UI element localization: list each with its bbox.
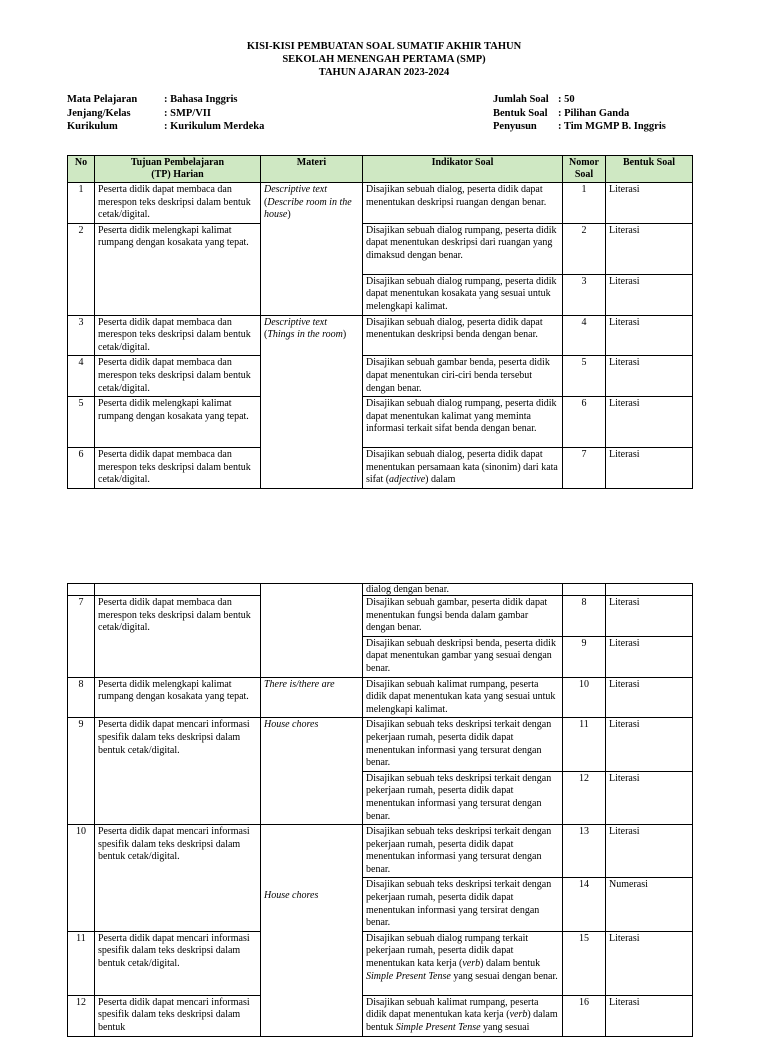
indikator-text: Disajikan sebuah dialog, peserta didik dapat menentukan persamaan kata (sinonim) dari kata sifat (: [366, 449, 558, 486]
indikator-text: ) dalam bentuk: [480, 958, 541, 970]
cell-no: 4: [68, 356, 95, 397]
header-indikator-soal: Indikator Soal: [363, 156, 563, 183]
cell-no: 9: [68, 718, 95, 825]
cell-nomor-soal: 16: [563, 995, 606, 1036]
cell-tp: Peserta didik dapat mencari informasi spesifik dalam teks deskripsi dalam bentuk: [95, 995, 261, 1036]
cell-indikator: Disajikan sebuah deskripsi benda, peserta didik dapat menentukan gambar yang sesuai dengan benar.: [363, 636, 563, 677]
cell-nomor-soal: 3: [563, 274, 606, 315]
cell-materi: [261, 825, 363, 1037]
cell-no: 10: [68, 825, 95, 932]
cell-nomor-soal: 1: [563, 183, 606, 224]
cell-tp: Peserta didik dapat membaca dan merespon teks deskripsi dalam bentuk cetak/digital.: [95, 183, 261, 224]
table-row: [68, 718, 693, 771]
table-row: [68, 448, 693, 489]
cell-bentuk: Literasi: [606, 448, 693, 489]
header-nomor-line-1: Nomor: [569, 157, 599, 168]
materi-paren: ): [287, 209, 291, 221]
table-row: [68, 825, 693, 878]
materi-paren: ): [342, 329, 347, 341]
table-row: [68, 356, 693, 397]
cell-nomor-soal: 11: [563, 718, 606, 771]
cell-indikator: [363, 931, 563, 995]
cell-indikator: Disajikan sebuah teks deskripsi terkait dengan pekerjaan rumah, peserta didik dapat menentukan informasi yang tersurat dengan benar.: [363, 718, 563, 771]
indikator-term: adjective: [389, 474, 426, 486]
cell-no: 8: [68, 677, 95, 718]
meta-label: Kurikulum: [67, 121, 118, 132]
cell-materi: [261, 584, 363, 678]
meta-right: [493, 93, 666, 134]
header-tujuan-pembelajaran: [95, 156, 261, 183]
indikator-text: yang sesuai: [480, 1022, 530, 1034]
meta-label: Jenjang/Kelas: [67, 107, 131, 119]
materi-text: House chores: [264, 890, 319, 902]
kisi-kisi-table-page-2: [67, 583, 693, 1037]
cell-materi: [261, 718, 363, 825]
kisi-kisi-table-page-1: [67, 155, 693, 489]
cell-indikator: [363, 995, 563, 1036]
indikator-text: Disajikan sebuah dialog rumpang terkait pekerjaan rumah, peserta didik dapat menentukan kata kerja (: [366, 932, 529, 970]
cell-indikator: Disajikan sebuah teks deskripsi terkait dengan pekerjaan rumah, peserta didik dapat menentukan informasi yang tersirat dengan benar.: [363, 878, 563, 931]
cell-indikator: Disajikan sebuah gambar benda, peserta didik dapat menentukan ciri-ciri benda tersebut dengan benar.: [363, 356, 563, 397]
cell-materi: [261, 677, 363, 718]
document-title: [0, 40, 768, 79]
materi-topic: Describe room in the house: [264, 196, 352, 221]
cell-no: 1: [68, 183, 95, 224]
cell-nomor-soal: [563, 584, 606, 596]
cell-materi: [261, 315, 363, 488]
meta-row-jenjang: [67, 107, 264, 121]
header-nomor-soal: [563, 156, 606, 183]
table-row: [68, 995, 693, 1036]
cell-indikator: dialog dengan benar.: [363, 584, 563, 596]
cell-tp: Peserta didik dapat membaca dan merespon teks deskripsi dalam bentuk cetak/digital.: [95, 315, 261, 356]
cell-indikator: Disajikan sebuah teks deskripsi terkait dengan pekerjaan rumah, peserta didik dapat menentukan informasi yang tersurat dengan benar.: [363, 771, 563, 824]
cell-bentuk: Literasi: [606, 677, 693, 718]
cell-bentuk: Literasi: [606, 931, 693, 995]
materi-topic: Things in the room: [267, 329, 343, 341]
cell-nomor-soal: 2: [563, 223, 606, 274]
header-tp-line-2: (TP) Harian: [151, 169, 204, 180]
cell-no: [68, 584, 95, 596]
cell-indikator: Disajikan sebuah kalimat rumpang, peserta didik dapat menentukan kata yang sesuai untuk melengkapi kalimat.: [363, 677, 563, 718]
indikator-term: Simple Present Tense: [395, 1022, 481, 1034]
meta-value: : Pilihan Ganda: [558, 107, 630, 119]
meta-row-kurikulum: [67, 120, 264, 134]
cell-no: 3: [68, 315, 95, 356]
meta-value: : SMP/VII: [164, 107, 211, 119]
title-line-1: KISI-KISI PEMBUATAN SOAL SUMATIF AKHIR TAHUN: [246, 41, 522, 52]
cell-tp: Peserta didik melengkapi kalimat rumpang dengan kosakata yang tepat.: [95, 677, 261, 718]
meta-row-mapel: [67, 93, 264, 107]
cell-indikator: Disajikan sebuah dialog, peserta didik dapat menentukan deskripsi ruangan dengan benar.: [363, 183, 563, 224]
indikator-text: ) dalam: [425, 474, 456, 486]
cell-tp: Peserta didik dapat mencari informasi spesifik dalam teks deskripsi dalam bentuk cetak/digital.: [95, 825, 261, 932]
table-row: [68, 223, 693, 274]
cell-bentuk: Literasi: [606, 397, 693, 448]
cell-bentuk: Literasi: [606, 596, 693, 637]
cell-no: 7: [68, 596, 95, 678]
meta-row-bentuk: [493, 107, 666, 121]
indikator-text: yang sesuai dengan benar.: [450, 970, 558, 982]
cell-nomor-soal: 14: [563, 878, 606, 931]
cell-indikator: Disajikan sebuah dialog, peserta didik dapat menentukan deskripsi benda dengan benar.: [363, 315, 563, 356]
cell-bentuk: Literasi: [606, 274, 693, 315]
meta-label: Jumlah Soal: [493, 94, 549, 105]
cell-bentuk: [606, 584, 693, 596]
title-line-3: TAHUN AJARAN 2023-2024: [318, 67, 450, 78]
cell-tp: Peserta didik dapat mencari informasi spesifik dalam teks deskripsi dalam bentuk cetak/digital.: [95, 718, 261, 825]
cell-no: 6: [68, 448, 95, 489]
meta-row-penyusun: [493, 120, 666, 134]
materi-text: House chores: [264, 719, 319, 731]
cell-bentuk: Literasi: [606, 771, 693, 824]
cell-bentuk: Literasi: [606, 636, 693, 677]
cell-tp: Peserta didik dapat membaca dan merespon teks deskripsi dalam bentuk cetak/digital.: [95, 596, 261, 678]
cell-indikator: Disajikan sebuah dialog rumpang, peserta didik dapat menentukan kosakata yang sesuai untuk melengkapi kalimat.: [363, 274, 563, 315]
meta-label: Mata Pelajaran: [67, 94, 138, 105]
header-nomor-line-2: Soal: [574, 169, 594, 180]
header-materi: Materi: [261, 156, 363, 183]
cell-indikator: Disajikan sebuah gambar, peserta didik dapat menentukan fungsi benda dalam gambar dengan benar.: [363, 596, 563, 637]
cell-tp: Peserta didik dapat mencari informasi spesifik dalam teks deskripsi dalam bentuk cetak/digital.: [95, 931, 261, 995]
table-row-continuation: [68, 584, 693, 596]
cell-no: 5: [68, 397, 95, 448]
materi-text: Descriptive text: [264, 316, 328, 328]
cell-indikator: Disajikan sebuah dialog rumpang, peserta didik dapat menentukan kalimat yang meminta informasi terkait sifat benda dengan benar.: [363, 397, 563, 448]
meta-value: : Bahasa Inggris: [164, 94, 238, 105]
cell-bentuk: Literasi: [606, 223, 693, 274]
materi-text: Descriptive text: [264, 184, 328, 195]
materi-paren: (: [264, 196, 268, 208]
cell-nomor-soal: 13: [563, 825, 606, 878]
indikator-term: Simple Present Tense: [366, 970, 451, 982]
meta-row-jumlah: [493, 93, 666, 107]
cell-nomor-soal: 6: [563, 397, 606, 448]
cell-nomor-soal: 15: [563, 931, 606, 995]
indikator-text: Disajikan sebuah kalimat rumpang, peserta didik dapat menentukan kata kerja (: [366, 996, 539, 1021]
header-tp-line-1: Tujuan Pembelajaran: [130, 157, 225, 168]
meta-value: : Kurikulum Merdeka: [164, 121, 265, 132]
cell-tp: [95, 584, 261, 596]
table-row: [68, 596, 693, 637]
cell-indikator: Disajikan sebuah teks deskripsi terkait dengan pekerjaan rumah, peserta didik dapat menentukan informasi yang tersurat dengan benar.: [363, 825, 563, 878]
cell-bentuk: Literasi: [606, 315, 693, 356]
cell-tp: Peserta didik melengkapi kalimat rumpang dengan kosakata yang tepat.: [95, 223, 261, 315]
indikator-term: verb: [462, 958, 481, 970]
cell-bentuk: Literasi: [606, 183, 693, 224]
cell-no: 12: [68, 995, 95, 1036]
table-row: [68, 397, 693, 448]
table-row: [68, 677, 693, 718]
materi-text: There is/there are: [264, 678, 335, 690]
cell-no: 2: [68, 223, 95, 315]
cell-bentuk: Numerasi: [606, 878, 693, 931]
cell-bentuk: Literasi: [606, 718, 693, 771]
indikator-term: verb: [509, 1009, 528, 1021]
cell-indikator: [363, 448, 563, 489]
cell-tp: Peserta didik dapat membaca dan merespon teks deskripsi dalam bentuk cetak/digital.: [95, 356, 261, 397]
meta-label: Bentuk Soal: [493, 107, 548, 119]
meta-left: [67, 93, 264, 134]
cell-bentuk: Literasi: [606, 356, 693, 397]
cell-materi: [261, 183, 363, 316]
meta-value: : Tim MGMP B. Inggris: [558, 121, 666, 132]
cell-nomor-soal: 5: [563, 356, 606, 397]
cell-nomor-soal: 7: [563, 448, 606, 489]
meta-label: Penyusun: [493, 121, 537, 132]
cell-bentuk: Literasi: [606, 825, 693, 878]
cell-nomor-soal: 8: [563, 596, 606, 637]
cell-nomor-soal: 4: [563, 315, 606, 356]
cell-indikator: Disajikan sebuah dialog rumpang, peserta didik dapat menentukan deskripsi dari ruangan yang dimaksud dengan benar.: [363, 223, 563, 274]
cell-tp: Peserta didik dapat membaca dan merespon teks deskripsi dalam bentuk cetak/digital.: [95, 448, 261, 489]
materi-paren: (: [264, 329, 268, 341]
table-row: [68, 183, 693, 224]
header-bentuk-soal: Bentuk Soal: [606, 156, 693, 183]
title-line-2: SEKOLAH MENENGAH PERTAMA (SMP): [282, 54, 486, 65]
cell-bentuk: Literasi: [606, 995, 693, 1036]
cell-tp: Peserta didik melengkapi kalimat rumpang dengan kosakata yang tepat.: [95, 397, 261, 448]
meta-value: : 50: [558, 94, 575, 105]
table-row: [68, 931, 693, 995]
cell-nomor-soal: 9: [563, 636, 606, 677]
indikator-text: ) dalam bentuk: [366, 1009, 558, 1034]
header-no: No: [68, 156, 95, 183]
table-header-row: [68, 156, 693, 183]
cell-nomor-soal: 12: [563, 771, 606, 824]
cell-no: 11: [68, 931, 95, 995]
cell-nomor-soal: 10: [563, 677, 606, 718]
table-row: [68, 315, 693, 356]
